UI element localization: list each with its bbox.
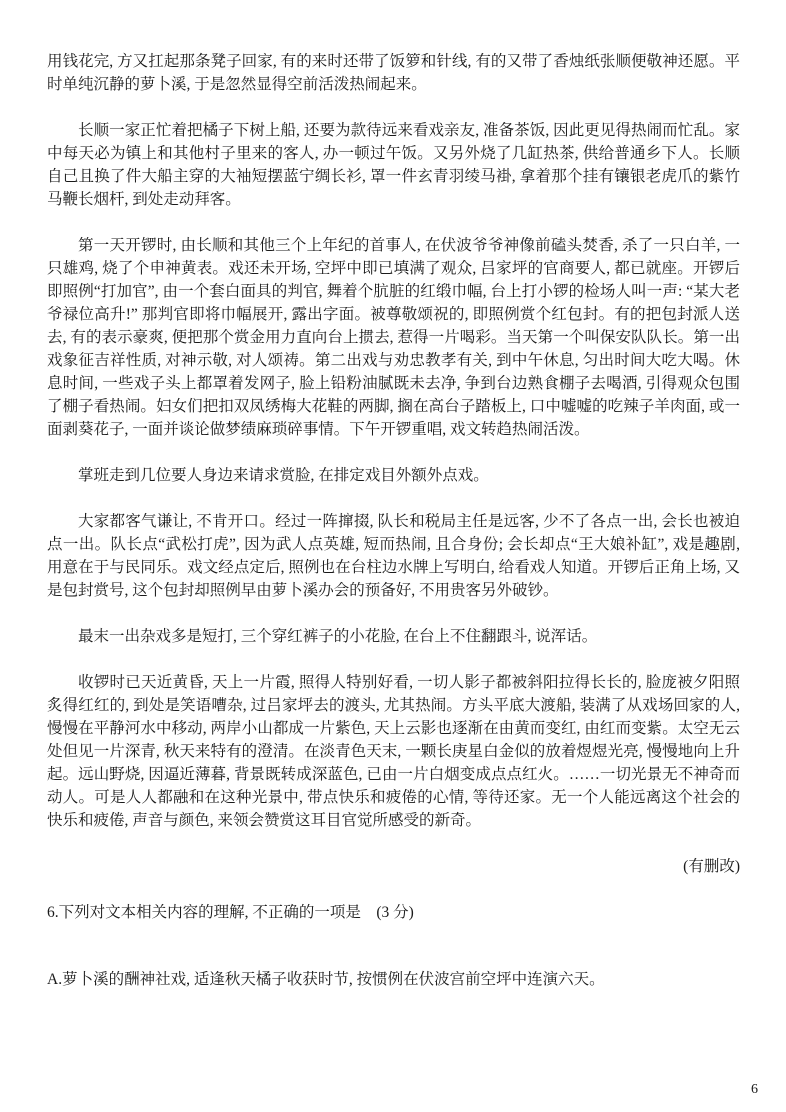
paragraph: 掌班走到几位要人身边来请求赏脸, 在排定戏目外额外点戏。 — [78, 467, 489, 484]
paragraph: 用钱花完, 方又扛起那条凳子回家, 有的来时还带了饭箩和针线, 有的又带了香烛纸张顺便敬神还愿。平时单纯沉静的萝卜溪, 于是忽然显得空前活泼热闹起来。 — [47, 53, 740, 93]
paragraph: 最末一出杂戏多是短打, 三个穿红裤子的小花脸, 在台上不住翻跟斗, 说浑话。 — [78, 628, 598, 645]
paragraph: 第一天开锣时, 由长顺和其他三个上年纪的首事人, 在伏波爷爷神像前磕头焚香, 杀了一只白羊, 一只雄鸡, 烧了个申神黄表。戏还未开场, 空坪中即已填满了观众, 吕家坪的官商要人, 都已就座。开锣后即照例“打加官”, 由一个套白面具的判官, 舞着个肮脏的红缎巾幅, 台上打小锣的检场人叫一声: “某大老爷禄位高升!” 那判官即将巾幅展开, 露出字面。被尊敬颂祝的, 即照例赏个红包封。有的把包封派人送去, 有的表示豪爽, 便把那个赏金用力直向台上掼去, 惹得一片喝彩。当天第一个叫保安队队长。第一出戏象征吉祥性质, 对神示敬, 对人颂祷。第二出戏与劝忠教孝有关, 到中午休息, 匀出时间大吃大喝。休息时间, 一些戏子头上都罩着发网子, 脸上铅粉油腻既未去净, 争到台边熟食棚子去喝酒, 引得观众包围了棚子看热闹。妇女们把扣双凤绣梅大花鞋的两脚, 搁在高台子踏板上, 口中嘘嘘的吃辣子羊肉面, 或一面剥葵花子, 一面并谈论做梦绩麻琐碎事情。下午开锣重唱, 戏文转趋热闹活泼。 — [47, 237, 740, 438]
paragraph: 收锣时已天近黄昏, 天上一片霞, 照得人特别好看, 一切人影子都被斜阳拉得长长的, 脸庞被夕阳照炙得红红的, 到处是笑语嘈杂, 过吕家坪去的渡头, 尤其热闹。方头平底大渡船, 装满了从戏场回家的人, 慢慢在平静河水中移动, 两岸小山都成一片紫色, 天上云影也逐渐在由黄而变红, 由红而变紫。太空无云处但见一片深青, 秋天来特有的澄清。在淡青色天末, 一颗长庚星白金似的放着煜煜光亮, 慢慢地向上升起。远山野烧, 因逼近薄暮, 背景既转成深蓝色, 已由一片白烟变成点点红火。……一切光景无不神奇而动人。可是人人都融和在这种光景中, 带点快乐和疲倦的心情, 等待还家。无一个人能远离这个社会的快乐和疲倦, 声音与颜色, 来领会赞赏这耳目官觉所感受的新奇。 — [47, 674, 740, 829]
paragraph: A.萝卜溪的酬神社戏, 适逢秋天橘子收获时节, 按惯例在伏波宫前空坪中连演六天。 — [47, 971, 605, 988]
paragraph: 大家都客气谦让, 不肯开口。经过一阵撺掇, 队长和税局主任是远客, 少不了各点一出, 会长也被迫点一出。队长点“武松打虎”, 因为武人点英雄, 短而热闹, 且合身份; 会长却点“王大娘补缸”, 戏是趣剧, 用意在于与民同乐。戏文经点定后, 照例也在台柱边水牌上写明白, 给看戏人知道。开锣后正角上场, 又是包封赏号, 这个包封却照例早由萝卜溪办会的预备好, 不用贵客另外破钞。 — [47, 513, 740, 599]
page-number: 6 — [751, 1082, 758, 1097]
document-body — [47, 50, 740, 991]
paragraph: 6.下列对文本相关内容的理解, 不正确的一项是 (3 分) — [47, 904, 414, 921]
paragraph: 长顺一家正忙着把橘子下树上船, 还要为款待远来看戏亲友, 准备茶饭, 因此更见得热闹而忙乱。家中每天必为镇上和其他村子里来的客人, 办一顿过午饭。又另外烧了几缸热茶, 供给普通乡下人。长顺自己且换了件大船主穿的大袖短摆蓝宁绸长衫, 罩一件玄青羽绫马褂, 拿着那个挂有镶银老虎爪的紫竹马鞭长烟杆, 到处走动拜客。 — [47, 122, 740, 208]
paragraph: (有删改) — [683, 858, 740, 875]
